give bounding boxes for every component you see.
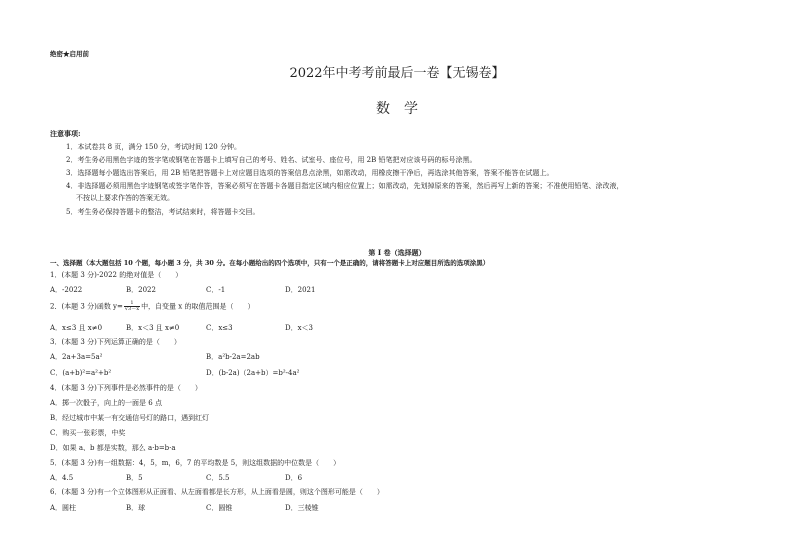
question-5-option-d: D．6 bbox=[285, 474, 303, 482]
question-1-option-a: A．-2022 bbox=[50, 286, 83, 294]
question-1-option-b: B．2022 bbox=[126, 286, 156, 294]
question-3-option-b: B．a²b-2a=2ab bbox=[206, 353, 260, 361]
question-6-option-a: A．圆柱 bbox=[50, 504, 77, 512]
exam-title: 2022年中考考前最后一卷【无锡卷】 bbox=[289, 66, 505, 81]
note-item: 4．非选择题必须用黑色字迹钢笔或签字笔作答，答案必须写在答题卡各题目指定区域内相应位置上；如需改动，先划掉原来的答案，然后再写上新的答案；不准使用铅笔、涂改液， bbox=[66, 182, 624, 190]
question-5-option-b: B．5 bbox=[126, 474, 143, 482]
question-2-option-c: C．x≤3 bbox=[206, 324, 233, 332]
question-5-option-c: C．5.5 bbox=[206, 474, 230, 482]
question-6-option-d: D．三棱锥 bbox=[285, 504, 319, 512]
question-1-option-d: D．2021 bbox=[285, 286, 316, 294]
question-2-stem-post: 中，自变量 x 的取值范围是（ ） bbox=[141, 302, 255, 311]
confidential-label: 绝密★启用前 bbox=[50, 50, 89, 58]
fraction-numerator: 1 bbox=[124, 301, 140, 307]
fraction-denominator: √3－x bbox=[124, 306, 140, 312]
question-3-option-c: C．(a+b)²=a²+b² bbox=[50, 369, 112, 377]
question-4-option-d: D．如果 a、b 都是实数，那么 a·b=b·a bbox=[50, 444, 176, 452]
subject-title: 数学 bbox=[376, 101, 432, 117]
question-1-stem: 1．(本题 3 分)-2022 的绝对值是（ ） bbox=[50, 271, 183, 279]
part-one-title: 第 I 卷（选择题） bbox=[368, 248, 426, 257]
question-1-option-c: C．-1 bbox=[206, 286, 226, 294]
note-item: 2．考生务必用黑色字迹的签字笔或钢笔在答题卡上填写自己的考号、姓名、试室号、座位号，用 2B 铅笔把对应该号码的标号涂黑。 bbox=[66, 156, 477, 164]
question-2-stem bbox=[50, 301, 254, 312]
question-3-option-d: D．(b-2a)（2a+b）=b²-4a² bbox=[206, 369, 300, 377]
question-4-option-b: B．经过城市中某一有交通信号灯的路口，遇到红灯 bbox=[50, 414, 210, 422]
question-3-stem: 3．(本题 3 分)下列运算正确的是（ ） bbox=[50, 338, 181, 346]
question-2-stem-pre: 2．(本题 3 分)函数 y= bbox=[50, 302, 123, 311]
section-heading: 一、选择题（本大题包括 10 个题，每小题 3 分，共 30 分。在每小题给出的四个选项中，只有一个是正确的，请将答题卡上对应题目所选的选项涂黑） bbox=[50, 259, 490, 267]
question-5-option-a: A．4.5 bbox=[50, 474, 74, 482]
question-6-stem: 6．(本题 3 分)有一个立体图形从正面看、从左面看都是长方形，从上面看是圆，则这个图形可能是（ ） bbox=[50, 488, 384, 496]
note-item-continuation: 不按以上要求作答的答案无效。 bbox=[76, 194, 174, 202]
question-4-option-c: C．购买一张彩票，中奖 bbox=[50, 429, 126, 437]
question-4-stem: 4．(本题 3 分)下列事件是必然事件的是（ ） bbox=[50, 384, 202, 392]
question-2-option-d: D．x＜3 bbox=[285, 324, 314, 332]
notes-heading: 注意事项: bbox=[50, 129, 81, 138]
question-3-option-a: A．2a+3a=5a² bbox=[50, 353, 103, 361]
question-2-option-b: B．x＜3 且 x≠0 bbox=[126, 324, 180, 332]
question-6-option-c: C．圆锥 bbox=[206, 504, 233, 512]
note-item: 5．考生务必保持答题卡的整洁，考试结束时，将答题卡交回。 bbox=[66, 208, 260, 216]
question-5-stem: 5．(本题 3 分)有一组数据：4，5，m，6，7 的平均数是 5，则这组数据的中位数是（ ） bbox=[50, 459, 341, 467]
note-item: 1．本试卷共 8 页，满分 150 分，考试时间 120 分钟。 bbox=[66, 143, 241, 151]
question-6-option-b: B．球 bbox=[126, 504, 146, 512]
fraction bbox=[124, 301, 140, 312]
question-2-option-a: A．x≤3 且 x≠0 bbox=[50, 324, 103, 332]
note-item: 3．选择题每小题选出答案后，用 2B 铅笔把答题卡上对应题目选项的答案信息点涂黑，如需改动，用橡皮擦干净后，再选涂其他答案，答案不能答在试题上。 bbox=[66, 169, 554, 177]
question-4-option-a: A．掷一次骰子，向上的一面是 6 点 bbox=[50, 399, 162, 407]
